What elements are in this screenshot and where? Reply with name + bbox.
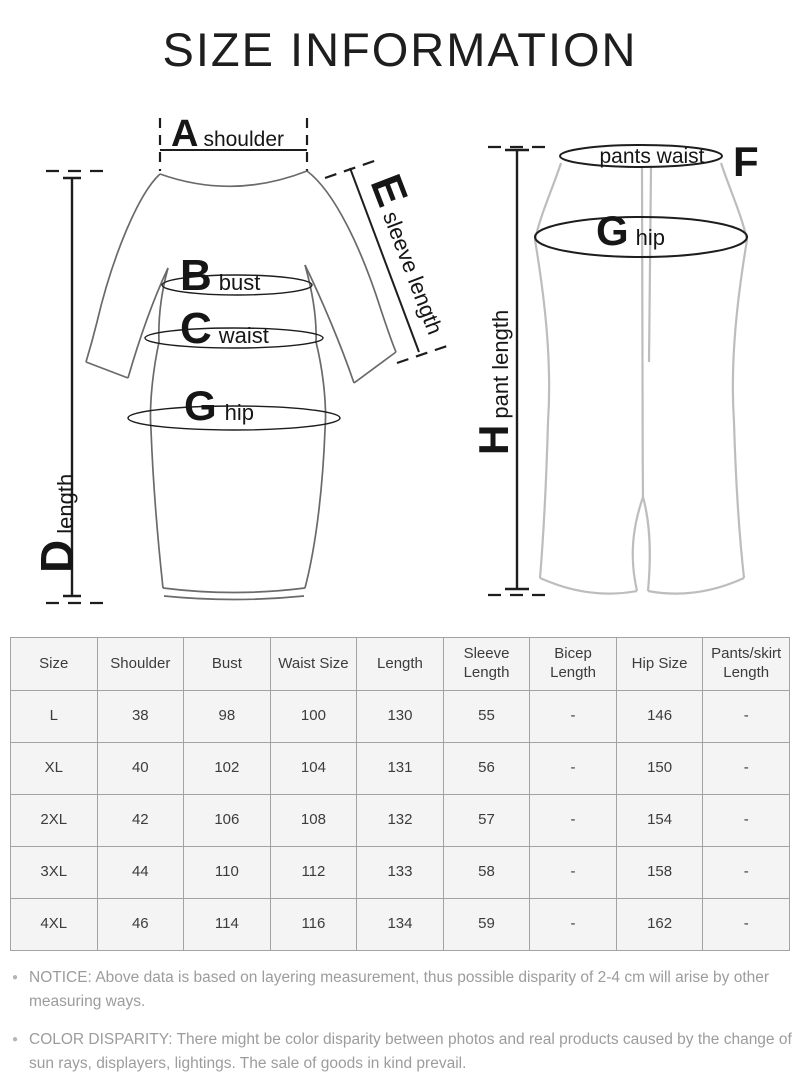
size-table-cell: - bbox=[703, 899, 790, 951]
bullet-icon: ● bbox=[12, 972, 19, 983]
size-table-cell: 55 bbox=[443, 691, 530, 743]
size-table-cell: - bbox=[703, 847, 790, 899]
size-table-cell: - bbox=[530, 847, 617, 899]
size-table-cell: - bbox=[530, 743, 617, 795]
size-table-cell: 56 bbox=[443, 743, 530, 795]
dress-outline bbox=[86, 171, 396, 600]
size-table-cell: 58 bbox=[443, 847, 530, 899]
size-table-cell: 154 bbox=[616, 795, 703, 847]
size-table-header-cell: Pants/skirt Length bbox=[703, 638, 790, 691]
size-table-header-cell: Waist Size bbox=[270, 638, 357, 691]
notice-measurement-text: NOTICE: Above data is based on layering measurement, thus possible disparity of 2-4 cm will arise by other measuring ways. bbox=[29, 969, 770, 1011]
waist-label: Cwaist bbox=[180, 304, 269, 353]
size-table-cell: - bbox=[530, 795, 617, 847]
size-table-cell: 131 bbox=[357, 743, 444, 795]
measurement-diagrams bbox=[0, 100, 800, 632]
size-table-cell: - bbox=[703, 795, 790, 847]
size-table-cell: 100 bbox=[270, 691, 357, 743]
size-table-cell: 150 bbox=[616, 743, 703, 795]
sleeve-length-label: Esleeve length bbox=[360, 168, 448, 338]
size-table-cell: 130 bbox=[357, 691, 444, 743]
size-table-cell: 42 bbox=[97, 795, 184, 847]
sleeve-measure-dash-bottom bbox=[397, 345, 450, 363]
pants-waist-key: F bbox=[733, 138, 759, 185]
size-table-cell: 106 bbox=[184, 795, 271, 847]
size-table-header-cell: Bicep Length bbox=[530, 638, 617, 691]
size-table-header-cell: Hip Size bbox=[616, 638, 703, 691]
pants-waist-label: pants waist bbox=[599, 145, 705, 168]
pant-length-label: Hpant length bbox=[470, 309, 517, 455]
dress-diagram bbox=[31, 113, 466, 603]
size-table-cell: 40 bbox=[97, 743, 184, 795]
size-table-cell: 112 bbox=[270, 847, 357, 899]
size-table-cell: - bbox=[530, 691, 617, 743]
size-table-header-cell: Bust bbox=[184, 638, 271, 691]
size-table-cell: 146 bbox=[616, 691, 703, 743]
notice-color-disparity-text: COLOR DISPARITY: There might be color disparity between photos and real products caused by the change of sun rays, displayers, lightings. The sale of goods in kind prevail. bbox=[29, 1031, 792, 1073]
size-table-header-cell: Sleeve Length bbox=[443, 638, 530, 691]
size-table-header-row bbox=[11, 638, 790, 691]
dress-hip-label: Ghip bbox=[184, 382, 255, 429]
size-table-cell: 116 bbox=[270, 899, 357, 951]
notice-color-disparity bbox=[12, 1028, 792, 1074]
size-table-cell: 98 bbox=[184, 691, 271, 743]
size-table-cell: 104 bbox=[270, 743, 357, 795]
size-table-cell: 162 bbox=[616, 899, 703, 951]
size-table-cell: L bbox=[11, 691, 98, 743]
size-table-cell: 38 bbox=[97, 691, 184, 743]
pants-hip-label: Ghip bbox=[596, 207, 666, 254]
size-table-cell: 44 bbox=[97, 847, 184, 899]
size-table-cell: 2XL bbox=[11, 795, 98, 847]
size-table-cell: - bbox=[530, 899, 617, 951]
size-table-cell: 114 bbox=[184, 899, 271, 951]
size-table-header-cell: Length bbox=[357, 638, 444, 691]
size-table-row bbox=[11, 743, 790, 795]
size-table-cell: 158 bbox=[616, 847, 703, 899]
size-table bbox=[10, 637, 790, 951]
size-table-row bbox=[11, 795, 790, 847]
bust-label: Bbust bbox=[180, 251, 261, 300]
size-table-cell: 110 bbox=[184, 847, 271, 899]
size-table-cell: - bbox=[703, 691, 790, 743]
size-table-cell: - bbox=[703, 743, 790, 795]
size-table-cell: 57 bbox=[443, 795, 530, 847]
bullet-icon: ● bbox=[12, 1034, 19, 1046]
size-table-row bbox=[11, 899, 790, 951]
notices bbox=[12, 966, 792, 1074]
size-table-cell: 133 bbox=[357, 847, 444, 899]
size-table-cell: 4XL bbox=[11, 899, 98, 951]
diagram-canvas bbox=[0, 100, 800, 632]
page-title: SIZE INFORMATION bbox=[162, 23, 638, 76]
size-table-row bbox=[11, 691, 790, 743]
size-table-header-cell: Size bbox=[11, 638, 98, 691]
shoulder-label: Ashoulder bbox=[171, 113, 285, 155]
size-table-cell: 46 bbox=[97, 899, 184, 951]
notice-measurement bbox=[12, 966, 792, 1014]
size-table-cell: 59 bbox=[443, 899, 530, 951]
size-table-cell: 132 bbox=[357, 795, 444, 847]
size-table-header-cell: Shoulder bbox=[97, 638, 184, 691]
size-table-cell: 102 bbox=[184, 743, 271, 795]
size-table-cell: XL bbox=[11, 743, 98, 795]
size-table-row bbox=[11, 847, 790, 899]
size-table-cell: 134 bbox=[357, 899, 444, 951]
size-table-cell: 3XL bbox=[11, 847, 98, 899]
dress-length-label: Dlength bbox=[31, 473, 83, 573]
size-table-cell: 108 bbox=[270, 795, 357, 847]
pants-diagram bbox=[470, 138, 759, 595]
